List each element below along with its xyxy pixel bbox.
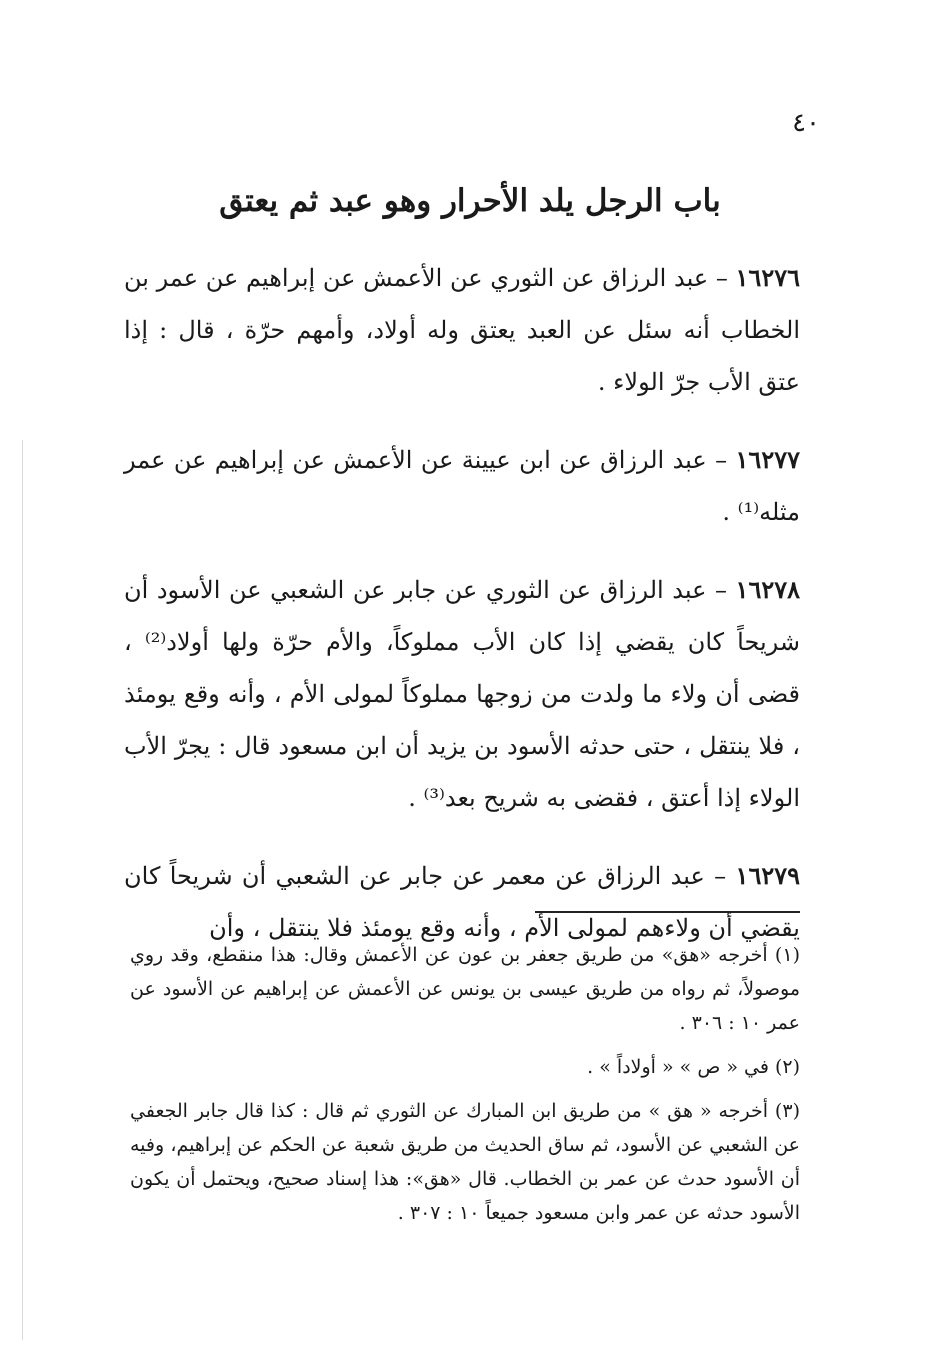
hadith-number: ١٦٢٧٩ [735,861,800,890]
footnote: (٣) أخرجه « هق » من طريق ابن المبارك عن الثوري ثم قال : كذا قال جابر الجعفي عن الشعبي عن الأسود، ثم ساق الحديث من طريق شعبة عن الحكم عن إبراهيم، وفيه أن الأسود حدث عن عمر بن الخطاب. قال «هق»: هذا إسناد صحيح، ويحتمل أن يكون الأسود حدثه عن عمر وابن مسعود جميعاً ١٠ : ٣٠٧ . [130,1100,800,1224]
footnote-divider [535,911,800,913]
page-number: ٤٠ [792,108,820,138]
hadith-text: – عبد الرزاق عن ابن عيينة عن الأعمش عن إبراهيم عن عمر مثله⁽¹⁾ . [124,446,800,526]
hadith-text: – عبد الرزاق عن الثوري عن الأعمش عن إبراهيم عن عمر بن الخطاب أنه سئل عن العبد يعتق وله أولاد، وأمهم حرّة ، قال : إذا عتق الأب جرّ الولاء . [124,264,800,396]
hadith-text: – عبد الرزاق عن الثوري عن جابر عن الشعبي عن الأسود أن شريحاً كان يقضي إذا كان الأب مملوكاً، والأم حرّة ولها أولاد⁽²⁾ ، قضى أن ولاء ما ولدت من زوجها مملوكاً لمولى الأم ، وأنه وقع يومئذ ، فلا ينتقل ، حتى حدثه الأسود بن يزيد أن ابن مسعود قال : يجرّ الأب الولاء إذا أعتق ، فقضى به شريح بعد⁽³⁾ . [124,576,801,812]
hadith-number: ١٦٢٧٦ [735,263,800,292]
hadith-text: – عبد الرزاق عن معمر عن جابر عن الشعبي أن شريحاً كان يقضي أن ولاءهم لمولى الأم ، وأنه وقع يومئذ فلا ينتقل ، وأن [124,862,800,942]
body-text [124,252,800,980]
hadith-entry [124,252,800,408]
footnote: (١) أخرجه «هق» من طريق جعفر بن عون عن الأعمش وقال: هذا منقطع، وقد روي موصولاً، ثم رواه من طريق عيسى بن يونس عن الأعمش عن إبراهيم عن الأسود عن عمر ١٠ : ٣٠٦ . [130,944,800,1034]
scan-margin-line [22,440,23,1340]
hadith-number: ١٦٢٧٧ [735,445,800,474]
hadith-number: ١٦٢٧٨ [735,575,800,604]
chapter-title: باب الرجل يلد الأحرار وهو عبد ثم يعتق [219,183,721,219]
footnotes [130,938,800,1240]
hadith-entry [124,564,800,824]
footnote: (٢) في « ص » « أولاداً » . [587,1056,800,1078]
hadith-entry [124,434,800,538]
